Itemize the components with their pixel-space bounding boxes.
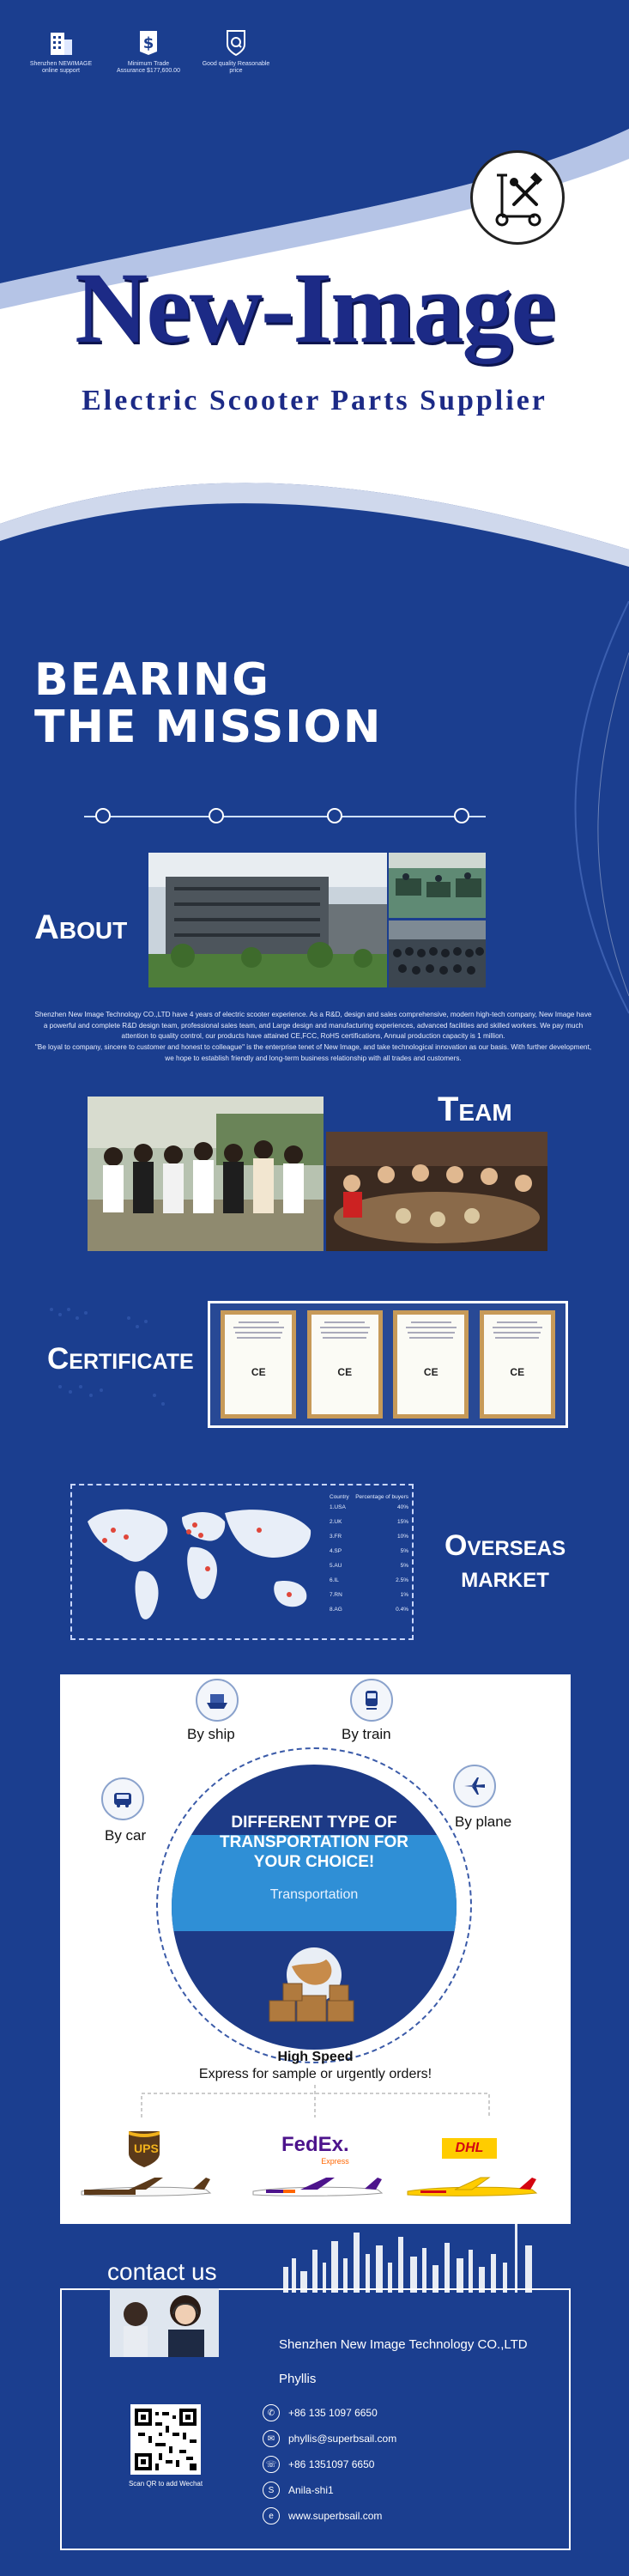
headline-line-2: TRANSPORTATION FOR	[220, 1832, 408, 1851]
phone-row[interactable]	[263, 2404, 378, 2421]
svg-text:$: $	[142, 34, 154, 52]
dhl-plane-image	[403, 2172, 541, 2207]
certificate-gallery	[208, 1301, 568, 1428]
customer-service-photo	[110, 2288, 219, 2357]
timeline-dot	[327, 808, 342, 823]
website-text: www.superbsail.com	[288, 2510, 383, 2522]
certificate-image	[307, 1310, 383, 1419]
timeline-line	[84, 816, 486, 817]
table-row: 4.SP 5%	[330, 1548, 408, 1554]
shield-check-icon	[220, 26, 252, 58]
whatsapp-text: +86 1351097 6650	[288, 2458, 375, 2470]
carrier-connector	[60, 2085, 571, 2119]
badge-text: Minimum Trade Assurance $177,600.00	[117, 61, 180, 75]
mission-line-1: BEARING	[34, 654, 270, 706]
ups-plane-image	[77, 2172, 215, 2207]
badge-quality	[201, 26, 271, 76]
team-title: Team	[438, 1091, 512, 1128]
timeline-dot	[95, 808, 111, 823]
market-title-line-1: Overseas	[445, 1529, 566, 1562]
ups-text: UPS	[134, 2142, 159, 2155]
dhl-text: DHL	[455, 2141, 484, 2155]
team-photo-outdoor	[88, 1097, 324, 1251]
headline-line-3: YOUR CHOICE!	[253, 1852, 375, 1871]
table-row: 6.IL 2.5%	[330, 1577, 408, 1583]
ce-mark: CE	[337, 1366, 353, 1378]
badge-online-support	[26, 26, 96, 76]
market-title-line-2: market	[461, 1561, 549, 1595]
about-title: About	[34, 908, 128, 946]
certificate-image	[393, 1310, 469, 1419]
market-panel	[70, 1484, 414, 1640]
ce-mark: CE	[510, 1366, 525, 1378]
plane-label: By plane	[455, 1814, 512, 1830]
phone-text: +86 135 1097 6650	[288, 2407, 378, 2419]
high-speed-title: High Speed	[277, 2050, 354, 2064]
dhl-logo	[442, 2138, 497, 2159]
brand-subtitle: Electric Scooter Parts Supplier	[82, 385, 547, 416]
factory-photo	[148, 853, 387, 987]
table-row: 1.USA 40%	[330, 1504, 408, 1510]
skype-text: Anila-shi1	[288, 2484, 334, 2496]
ce-mark: CE	[251, 1366, 266, 1378]
dollar-icon	[132, 26, 165, 58]
car-icon	[101, 1777, 144, 1820]
whatsapp-row[interactable]	[263, 2456, 374, 2473]
about-description	[34, 1010, 592, 1065]
train-icon	[350, 1679, 393, 1722]
contact-person: Phyllis	[279, 2372, 317, 2386]
mission-line-2: THE MISSION	[34, 701, 383, 753]
skype-row[interactable]	[263, 2482, 334, 2499]
plane-icon	[453, 1765, 496, 1807]
table-header: Percentage of buyers	[355, 1494, 408, 1500]
headline-line-1: DIFFERENT TYPE OF	[231, 1814, 397, 1832]
about-paragraph-1: Shenzhen New Image Technology CO.,LTD have 4 years of electric scooter experience. As a R&D, design and sales comprehensive, modern high-tech company, New Image have a powerful and complete R&D design team, professional sales team, and Large design and manufacturing experiences, advanced facilities and skilled workers. We pay much attention to quality control, our products have attained CE,FCC, RoHS certifications, Annual production capacity is 1 million.	[34, 1011, 592, 1041]
certificate-image	[480, 1310, 555, 1419]
certificate-image	[221, 1310, 296, 1419]
table-row: 3.FR 10%	[330, 1534, 408, 1540]
email-icon: ✉	[263, 2430, 280, 2447]
qr-caption: Scan QR to add Wechat	[128, 2480, 203, 2488]
badge-text: Good quality Reasonable price	[202, 61, 270, 75]
city-skyline-decoration	[275, 2224, 566, 2293]
ship-icon	[196, 1679, 239, 1722]
certificate-title: Certificate	[47, 1342, 194, 1376]
badge-row	[26, 26, 271, 76]
timeline-dot	[454, 808, 469, 823]
car-label: By car	[105, 1827, 147, 1844]
team-photo-dinner	[326, 1132, 547, 1251]
fedex-express-text: Express	[321, 2157, 349, 2166]
about-paragraph-2: "Be loyal to company, sincere to customer and honest to colleague" is the enterprise tenet of New Image, and take technological innovation as our basis. With further development, we hope to establish friendly and long-term business relationship with all trades and customers.	[34, 1043, 592, 1062]
company-name: Shenzhen New Image Technology CO.,LTD	[279, 2337, 528, 2352]
staff-photo	[389, 920, 486, 987]
fedex-text: FedEx.	[281, 2133, 349, 2156]
brand-title: New-Image	[75, 252, 554, 364]
overseas-market-title	[445, 1530, 565, 1595]
high-speed-subtitle: Express for sample or urgently orders!	[198, 2067, 432, 2081]
building-icon	[45, 26, 77, 58]
workshop-photo	[389, 853, 486, 918]
badge-trade-assurance	[113, 26, 184, 76]
wechat-qr-code[interactable]	[130, 2404, 201, 2475]
email-row[interactable]	[263, 2430, 396, 2447]
website-row[interactable]	[263, 2507, 382, 2524]
train-label: By train	[342, 1726, 391, 1742]
table-row: 7.RN 1%	[330, 1592, 408, 1598]
ship-label: By ship	[187, 1726, 235, 1742]
email-text: phyllis@superbsail.com	[288, 2433, 397, 2445]
whatsapp-icon: ☏	[263, 2456, 280, 2473]
transport-subhead: Transportation	[269, 1887, 359, 1902]
skype-icon: S	[263, 2482, 280, 2499]
table-header: Country	[330, 1494, 349, 1500]
transport-circle	[172, 1765, 457, 2050]
timeline-dot	[209, 808, 224, 823]
badge-text: Shenzhen NEWIMAGE online support	[29, 61, 93, 75]
globe-icon: e	[263, 2507, 280, 2524]
globe-boxes-icon	[257, 1941, 371, 2035]
contact-title: contact us	[107, 2258, 217, 2285]
table-row: 2.UK 15%	[330, 1519, 408, 1525]
table-row: 8.AG 0.4%	[330, 1607, 408, 1613]
phone-icon: ✆	[263, 2404, 280, 2421]
table-row: 5.AU 5%	[330, 1563, 408, 1569]
fedex-logo	[281, 2133, 349, 2166]
market-table	[330, 1494, 408, 1621]
transport-headline	[193, 1814, 435, 1872]
ups-logo	[127, 2129, 161, 2169]
ce-mark: CE	[423, 1366, 438, 1378]
scooter-tools-icon	[470, 150, 565, 245]
fedex-plane-image	[249, 2172, 386, 2207]
world-map	[79, 1496, 319, 1633]
